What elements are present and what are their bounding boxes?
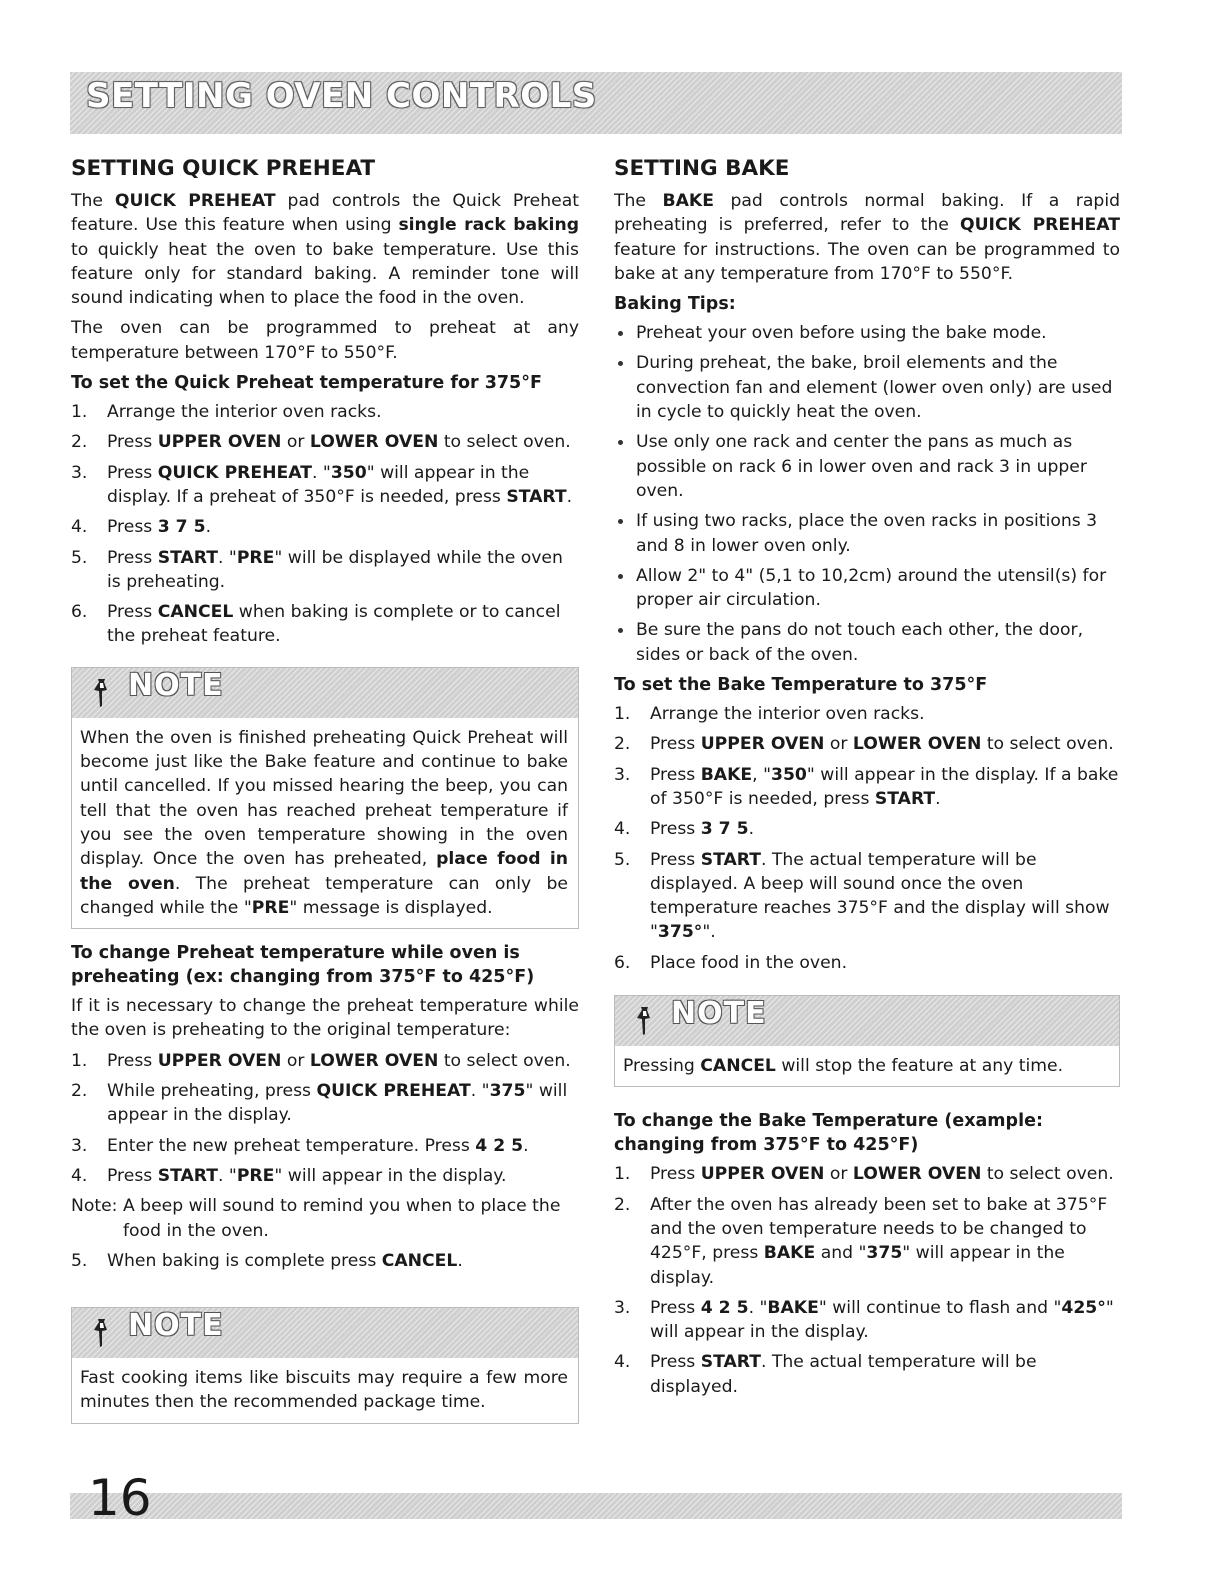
step-text: Press UPPER OVEN or LOWER OVEN to select oven. [650, 1164, 1114, 1185]
list-item [71, 546, 579, 595]
step-text: Arrange the interior oven racks. [650, 704, 925, 725]
note-header [72, 668, 578, 718]
step-number: 3. [614, 1297, 631, 1318]
note-body [72, 718, 578, 928]
step-text: While preheating, press QUICK PREHEAT. "375" will appear in the display. [107, 1081, 568, 1126]
step-text: Press UPPER OVEN or LOWER OVEN to select oven. [107, 432, 571, 453]
note-box-quick-preheat [71, 667, 579, 929]
step-text: Enter the new preheat temperature. Press 4 2 5. [107, 1135, 529, 1156]
step-text: Press 4 2 5. "BAKE" will continue to flash and "425°" will appear in the display. [650, 1297, 1114, 1343]
list-item [614, 732, 1120, 756]
step-text: After the oven has already been set to bake at 375°F and the oven temperature needs to be changed to 425°F, press BAKE and "375" will appear in the display. [650, 1194, 1108, 1288]
note-text: Pressing CANCEL will stop the feature at any time. [623, 1056, 1064, 1077]
footer-bar [70, 1493, 1122, 1519]
list-item [614, 1193, 1120, 1290]
step-text: Press START. "PRE" will appear in the display. [107, 1165, 507, 1186]
section-heading-quick-preheat: SETTING QUICK PREHEAT [71, 156, 376, 181]
list-item: Be sure the pans do not touch each other, the door, sides or back of the oven. [614, 618, 1120, 667]
baking-tips-list [614, 321, 1120, 667]
note-header [72, 1308, 578, 1358]
note-title: NOTE [671, 996, 767, 1032]
list-item: Allow 2" to 4" (5,1 to 10,2cm) around the utensil(s) for proper air circulation. [614, 564, 1120, 613]
step-number: 4. [71, 517, 88, 538]
list-item [614, 951, 1120, 975]
step-text: Arrange the interior oven racks. [107, 402, 382, 423]
list-item [614, 1350, 1120, 1399]
step-number: 1. [71, 1050, 88, 1071]
step-number: 4. [614, 819, 631, 840]
list-item [71, 1249, 579, 1273]
step-text: Press UPPER OVEN or LOWER OVEN to select oven. [107, 1050, 571, 1071]
change-bake-heading: To change the Bake Temperature (example: changing from 375°F to 425°F) [614, 1111, 1043, 1156]
step-text: Press CANCEL when baking is complete or to cancel the preheat feature. [107, 602, 561, 647]
step-text: Press QUICK PREHEAT. "350" will appear in the display. If a preheat of 350°F is needed, press START. [107, 462, 573, 507]
set-bake-steps [614, 702, 1120, 975]
change-bake-steps [614, 1162, 1120, 1399]
note-body [615, 1046, 1119, 1086]
note-box-cancel [614, 995, 1120, 1087]
step-text: Press 3 7 5. [650, 819, 755, 840]
list-item: During preheat, the bake, broil elements and the convection fan and element (lower oven only) are used in cycle to quickly heat the oven. [614, 351, 1120, 424]
bake-intro: The BAKE pad controls normal baking. If a rapid preheating is preferred, refer to the QUICK PREHEAT feature for instructions. The oven can be programmed to bake at any temperature from 170°F to 550°F. [614, 191, 1121, 284]
step-number: 1. [71, 402, 88, 423]
note-header [615, 996, 1119, 1046]
list-item [614, 848, 1120, 945]
change-preheat-step-5 [71, 1249, 579, 1273]
list-item [614, 702, 1120, 726]
step-number: 2. [71, 432, 88, 453]
step-text: Press BAKE, "350" will appear in the display. If a bake of 350°F is needed, press START. [650, 764, 1119, 809]
step-text: Press START. "PRE" will be displayed while the oven is preheating. [107, 547, 563, 592]
step-text: Press START. The actual temperature will be displayed. [650, 1352, 1037, 1397]
note-body [72, 1358, 578, 1423]
list-item [71, 1079, 579, 1128]
list-item [614, 1162, 1120, 1186]
step-number: 2. [614, 734, 631, 755]
pushpin-icon [633, 1006, 655, 1036]
step-number: 5. [614, 849, 631, 870]
pushpin-icon [90, 678, 112, 708]
step-number: 2. [614, 1194, 631, 1215]
step-number: 4. [614, 1352, 631, 1373]
step-text: Place food in the oven. [650, 952, 848, 973]
list-item [71, 430, 579, 454]
note-box-fast-cooking [71, 1307, 579, 1424]
list-item [71, 600, 579, 649]
step-number: 5. [71, 1250, 88, 1271]
change-preheat-steps [71, 1049, 579, 1188]
list-item [71, 1134, 579, 1158]
list-item [71, 400, 579, 424]
step-text: Press UPPER OVEN or LOWER OVEN to select oven. [650, 734, 1114, 755]
step-number: 1. [614, 1164, 631, 1185]
quick-preheat-range: The oven can be programmed to preheat at any temperature between 170°F to 550°F. [71, 318, 579, 363]
quick-preheat-intro: The QUICK PREHEAT pad controls the Quick Preheat feature. Use this feature when using single rack baking to quickly heat the oven to bake temperature. Use this feature only for standard baking. A reminder tone will sound indicating when to place the food in the oven. [71, 191, 579, 309]
list-item: Use only one rack and center the pans as much as possible on rack 6 in lower oven and rack 3 in upper oven. [614, 430, 1120, 503]
step-number: 2. [71, 1081, 88, 1102]
list-item [71, 1049, 579, 1073]
list-item [614, 817, 1120, 841]
set-quick-preheat-heading: To set the Quick Preheat temperature for 375°F [71, 373, 542, 394]
step-text: Press 3 7 5. [107, 517, 212, 538]
step-number: 3. [71, 1135, 88, 1156]
step-number: 6. [614, 952, 631, 973]
change-preheat-heading: To change Preheat temperature while oven is preheating (ex: changing from 375°F to 425°F) [71, 943, 535, 988]
step-text: When baking is complete press CANCEL. [107, 1250, 463, 1271]
change-preheat-note-line: Note: A beep will sound to remind you when to place the food in the oven. [71, 1196, 561, 1241]
step-number: 1. [614, 704, 631, 725]
step-number: 4. [71, 1165, 88, 1186]
step-number: 3. [71, 462, 88, 483]
list-item [71, 1164, 579, 1188]
note-title: NOTE [128, 667, 224, 703]
change-preheat-intro: If it is necessary to change the preheat temperature while the oven is preheating to the original temperature: [71, 996, 579, 1041]
list-item [614, 1296, 1120, 1345]
list-item [614, 763, 1120, 812]
list-item [71, 461, 579, 510]
pushpin-icon [90, 1318, 112, 1348]
step-number: 5. [71, 547, 88, 568]
header-banner [70, 72, 1122, 134]
step-text: Press START. The actual temperature will be displayed. A beep will sound once the oven temperature reaches 375°F and the display will show "375°". [650, 849, 1110, 943]
list-item: Preheat your oven before using the bake mode. [614, 321, 1120, 345]
set-bake-heading: To set the Bake Temperature to 375°F [614, 675, 988, 696]
page-title: SETTING OVEN CONTROLS [86, 76, 597, 116]
step-number: 3. [614, 764, 631, 785]
section-heading-bake: SETTING BAKE [614, 156, 790, 181]
note-text: When the oven is finished preheating Quick Preheat will become just like the Bake feature and continue to bake until cancelled. If you missed hearing the beep, you can tell that the oven has reached preheat temperature if you see the oven temperature showing in the oven display. Once the oven has preheated, place food in the oven. The preheat temperature can only be changed while the "PRE" message is displayed. [80, 727, 568, 918]
set-quick-preheat-steps [71, 400, 579, 649]
right-column [614, 155, 1120, 1405]
step-number: 6. [71, 602, 88, 623]
list-item: If using two racks, place the oven racks in positions 3 and 8 in lower oven only. [614, 509, 1120, 558]
list-item [71, 515, 579, 539]
note-title: NOTE [128, 1308, 224, 1344]
page-number: 16 [88, 1469, 152, 1527]
left-column [71, 155, 579, 1436]
baking-tips-heading: Baking Tips: [614, 294, 736, 315]
note-text: Fast cooking items like biscuits may require a few more minutes then the recommended package time. [80, 1368, 568, 1413]
